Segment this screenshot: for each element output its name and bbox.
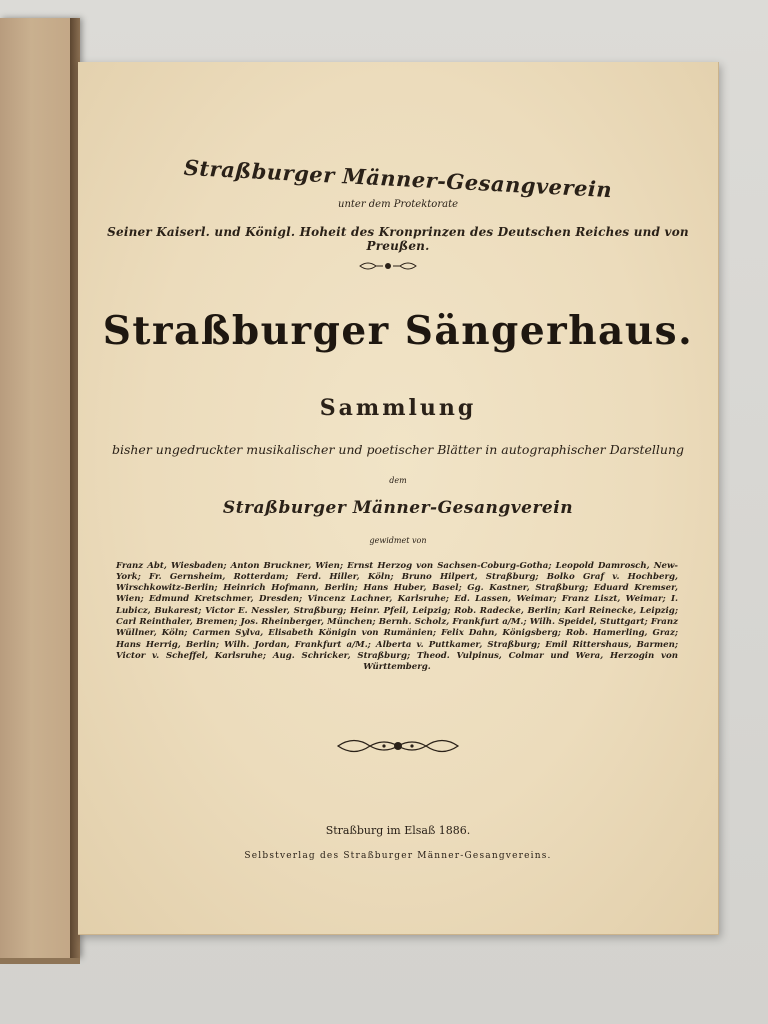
dedicatee-name: Straßburger Männer-Gesangverein [222,498,574,518]
main-title: Straßburger Sängerhaus. [102,308,694,354]
book-cover-bottom-edge [0,958,80,964]
book-cover-left [0,18,80,958]
dem-line: dem [389,476,407,485]
society-name-header: Straßburger Männer-Gesangverein [183,154,613,203]
protectorate-line: unter dem Protektorate [338,199,458,210]
ornament-large-icon [334,735,462,757]
imprint-publisher: Selbstverlag des Straßburger Männer-Gesangvereins. [244,851,552,861]
title-page [78,62,719,935]
contributors-list: Franz Abt, Wiesbaden; Anton Bruckner, Wien; Ernst Herzog von Sachsen-Coburg-Gotha; Leopold Damrosch, New-York; Fr. Gernsheim, Rotterdam; Ferd. Hiller, Köln; Bruno Hilpert, Straßburg; Bolko Graf v. Hochberg, Wirschkowitz-Berlin; Heinrich Hofmann, Berlin; Hans Huber, Basel; Gg. Kastner, Straßburg; Eduard Kremser, Wien; Edmund Kretschmer, Dresden; Vincenz Lachner, Karlsruhe; Ed. Lassen, Weimar; Franz Liszt, Weimar; I. Lubicz, Bukarest; Victor E. Nessler, Straßburg; Heinr. Pfeil, Leipzig; Rob. Radecke, Berlin; Karl Reinecke, Leipzig; Carl Reinthaler, Bremen; Jos. Rheinberger, München; Bernh. Scholz, Frankfurt a/M.; Wilh. Speidel, Stuttgart; Franz Wüllner, Köln; Carmen Sylva, Elisabeth Königin von Rumänien; Felix Dahn, Königsberg; Rob. Hamerling, Graz; Hans Herrig, Berlin; Wilh. Jordan, Frankfurt a/M.; Alberta v. Puttkamer, Straßburg; Emil Rittershaus, Barmen; Victor v. Scheffel, Karlsruhe; Aug. Schricker, Straßburg; Theod. Vulpinus, Colmar und Wera, Herzogin von Württemberg. [116,560,678,673]
imprint-place-year: Straßburg im Elsaß 1886. [325,824,471,837]
dedicated-by-line: gewidmet von [369,536,427,545]
subtitle: Sammlung [319,395,477,421]
patron-line: Seiner Kaiserl. und Königl. Hoheit des Kronprinzen des Deutschen Reiches und von Preußen. [107,225,689,253]
collection-description: bisher ungedruckter musikalischer und poetischer Blätter in autographischer Darstellung [111,442,685,457]
ornament-small-icon [358,260,418,272]
